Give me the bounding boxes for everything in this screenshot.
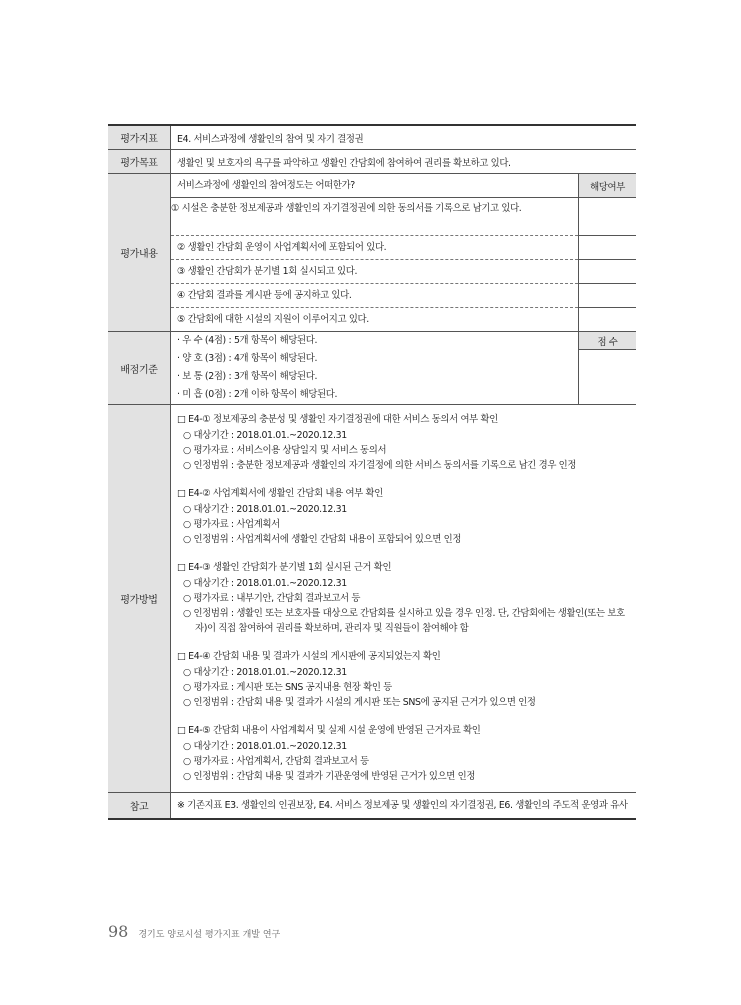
content-row [108,174,636,332]
method-block [177,413,628,473]
check-column [578,198,636,331]
content-item: ② 생활인 간담회 운영이 사업계획서에 포함되어 있다. [171,236,578,260]
indicator-row [108,126,636,150]
scoring-row [108,332,636,405]
method-block [177,487,628,547]
goal-label: 평가목표 [108,150,171,173]
content-item: ① 시설은 충분한 정보제공과 생활인의 자기결정권에 의한 동의서를 기록으로 남기고 있다. [171,198,578,236]
note-label: 참고 [108,793,171,818]
method-row [108,405,636,793]
method-item: ○ 인정범위 : 간담회 내용 및 결과가 기관운영에 반영된 근거가 있으면 인정 [183,771,476,782]
note-row [108,793,636,818]
method-item: ○ 대상기간 : 2018.01.01.~2020.12.31 [183,741,347,752]
method-item: ○ 평가자료 : 게시판 또는 SNS 공지내용 현장 확인 등 [183,682,392,693]
scoring-label: 배점기준 [108,332,171,404]
content-question: 서비스과정에 생활인의 참여정도는 어떠한가? [177,180,355,191]
method-content [171,405,636,792]
method-item: ○ 인정범위 : 간담회 내용 및 결과가 시설의 게시판 또는 SNS에 공지된 근거가 있으면 인정 [183,697,536,708]
scoring-grid [171,332,636,404]
method-block [177,561,628,636]
indicator-value: E4. 서비스과정에 생활인의 참여 및 자기 결정권 [177,133,364,145]
method-head: □ E4-② 사업계획서에 생활인 간담회 내용 여부 확인 [177,488,383,499]
indicator-label: 평가지표 [108,126,171,149]
content-items [171,198,636,331]
method-item: ○ 대상기간 : 2018.01.01.~2020.12.31 [183,578,347,589]
method-label: 평가방법 [108,405,171,792]
method-item: ○ 대상기간 : 2018.01.01.~2020.12.31 [183,504,347,515]
method-item: ○ 평가자료 : 사업계획서, 간담회 결과보고서 등 [183,756,369,767]
note-value: ※ 기존지표 E3. 생활인의 인권보장, E4. 서비스 정보제공 및 생활인의 자기결정권, E6. 생활인의 주도적 운영과 유사 [177,800,628,811]
scoring-item: · 보 통 (2점) : 3개 항목이 해당된다. [177,371,318,382]
method-block [177,650,628,710]
method-head: □ E4-③ 생활인 간담회가 분기별 1회 실시된 근거 확인 [177,562,392,573]
page-footer [108,922,280,941]
content-label: 평가내용 [108,174,171,331]
method-item: ○ 평가자료 : 사업계획서 [183,519,280,530]
content-question-row [171,174,636,198]
scoring-item: · 미 흡 (0점) : 2개 이하 항목이 해당된다. [177,389,338,400]
score-header: 점 수 [578,332,636,350]
content-grid [171,174,636,331]
score-cell [578,350,636,404]
method-item: ○ 평가자료 : 내부기안, 간담회 결과보고서 등 [183,593,361,604]
scoring-item: · 양 호 (3점) : 4개 항목이 해당된다. [177,353,318,364]
method-item: ○ 인정범위 : 생활인 또는 보호자를 대상으로 간담회를 실시하고 있을 경우 인정. 단, 간담회에는 생활인(또는 보호자)이 직접 참여하여 권리를 확보하며, 관리자 및 직원들이 참여해야 함 [183,608,625,634]
method-item: ○ 평가자료 : 서비스이용 상담일지 및 서비스 동의서 [183,445,387,456]
check-header: 해당여부 [578,174,636,197]
content-item: ④ 간담회 결과를 게시판 등에 공지하고 있다. [171,284,578,308]
footer-title: 경기도 양로시설 평가지표 개발 연구 [138,930,281,940]
method-head: □ E4-④ 간담회 내용 및 결과가 시설의 게시판에 공지되었는지 확인 [177,651,441,662]
page-number: 98 [108,922,129,941]
method-item: ○ 대상기간 : 2018.01.01.~2020.12.31 [183,430,347,441]
method-head: □ E4-① 정보제공의 충분성 및 생활인 자기결정권에 대한 서비스 동의서 여부 확인 [177,414,498,425]
goal-row [108,150,636,174]
content-item: ⑤ 간담회에 대한 시설의 지원이 이루어지고 있다. [177,314,369,325]
evaluation-table [108,124,636,820]
content-item: ③ 생활인 간담회가 분기별 1회 실시되고 있다. [171,260,578,284]
method-head: □ E4-⑤ 간담회 내용이 사업계획서 및 실제 시설 운영에 반영된 근거자료 확인 [177,725,481,736]
method-block [177,724,628,784]
method-item: ○ 대상기간 : 2018.01.01.~2020.12.31 [183,667,347,678]
goal-value: 생활인 및 보호자의 욕구를 파악하고 생활인 간담회에 참여하여 권리를 확보하고 있다. [177,157,511,169]
scoring-item: · 우 수 (4점) : 5개 항목이 해당된다. [177,335,318,346]
method-item: ○ 인정범위 : 사업계획서에 생활인 간담회 내용이 포함되어 있으면 인정 [183,534,462,545]
method-item: ○ 인정범위 : 충분한 정보제공과 생활인의 자기결정에 의한 서비스 동의서를 기록으로 남긴 경우 인정 [183,460,577,471]
